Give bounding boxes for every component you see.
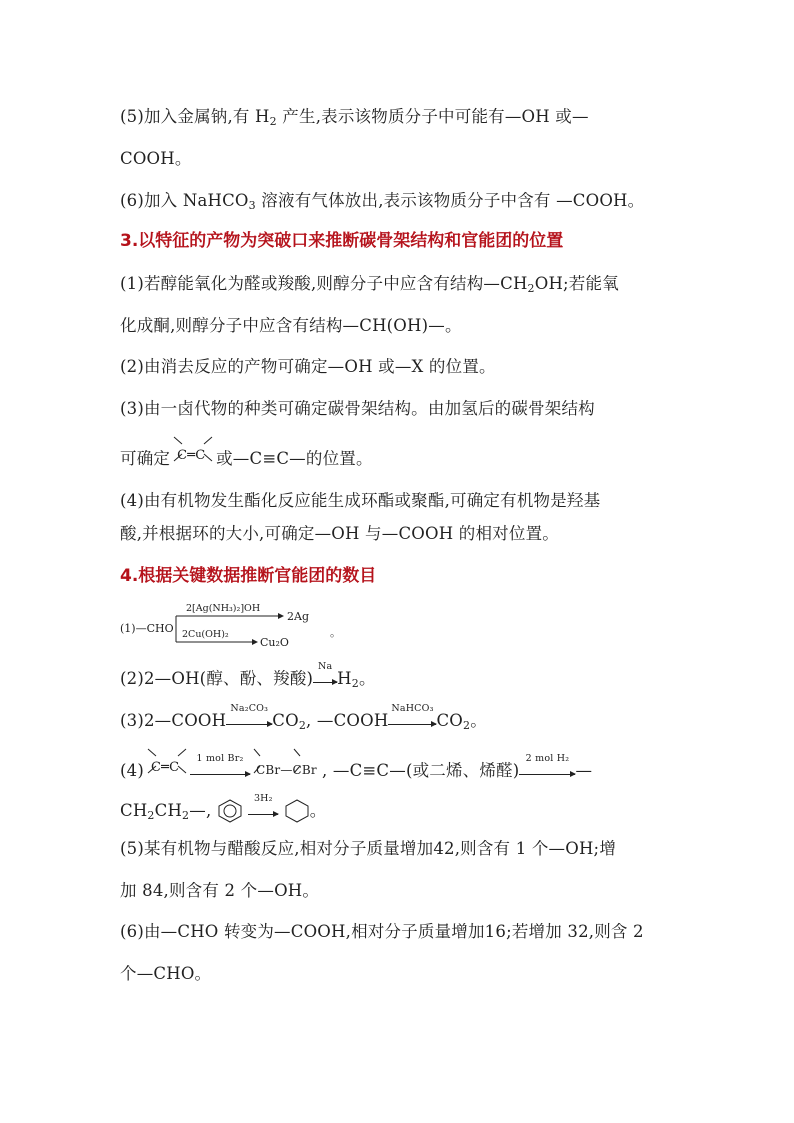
text-line-1-alcohol: (1)若醇能氧化为醛或羧酸,则醇分子中应含有结构$—CH_2OH$;若能氧 [120,274,619,295]
text-line-5-acetic-cont: 加 84,则含有 2 个—OH。 [120,881,320,900]
text-line-2-elimination: (2)由消去反应的产物可确定—OH 或—X 的位置。 [120,357,496,376]
reaction-1-cho: (1)—CHO 2[Ag(NH₃)₂]OH 2Ag 2Cu(OH)₂ Cu₂O 。 [120,604,360,652]
reaction-arrow-icon [248,814,278,815]
section-heading-3: 3.以特征的产物为突破口来推断碳骨架结构和官能团的位置 [120,231,564,251]
reaction-arrow-icon [313,682,337,683]
text-line-3-halide: (3)由一卤代物的种类可确定碳骨架结构。由加氢后的碳骨架结构 [120,399,595,418]
double-bond-structure: C═C [144,761,190,783]
double-bond-structure: C═C [170,449,216,471]
benzene-ring-icon [217,801,243,823]
text-line-5-acetic: (5)某有机物与醋酸反应,相对分子质量增加42,则含有 1 个—OH;增 [120,839,617,858]
section-heading-4: 4.根据关键数据推断官能团的数目 [120,566,377,586]
text-line-4-ester: (4)由有机物发生酯化反应能生成环酯或聚酯,可确定有机物是羟基 [120,491,601,510]
reaction-4-addition: (4) C═C 1 mol Br₂ CBr—CBr , —C≡C—(或二烯、烯醛) 2 mol H₂ — [120,760,592,783]
dibromide-structure: CBr—CBr [250,761,322,783]
reaction-arrow-icon [226,724,272,725]
reaction-arrow-icon [519,774,575,775]
text-line-6-cho: (6)由—CHO 转变为—COOH,相对分子质量增加16;若增加 32,则含 2 [120,922,644,941]
text-line-1-cont: 化成酮,则醇分子中应含有结构—CH(OH)—。 [120,316,462,335]
text-line-6-nahco3: (6)加入 NaHCO$_3$ 溶液有气体放出,表示该物质分子中含有 —COOH。 [120,191,645,212]
text-line-5-sodium: (5)加入金属钠,有 $H_2$ 产生,表示该物质分子中可能有—OH 或— [120,107,589,128]
reaction-4-cont: $CH_2CH_2—$, 3H₂ 。 [120,792,327,822]
text-line-3-cont: 可确定 C═C 或—C≡C—的位置。 [120,448,373,471]
reaction-arrow-icon [388,724,436,725]
reaction-arrow-icon [190,774,250,775]
reaction-3-cooh: (3)2—COOH Na₂CO₃ $CO_2$, —COOH NaHCO₃ $CO_2$。 [120,702,487,732]
cyclohexane-ring-icon [284,801,310,823]
text-line-4-cont: 酸,并根据环的大小,可确定—OH 与—COOH 的相对位置。 [120,524,559,543]
reaction-2-oh: (2)2—OH(醇、酚、羧酸) Na $H_2$。 [120,660,376,690]
text-line-6-cho-cont: 个—CHO。 [120,964,212,983]
text-line-5-cont: COOH。 [120,149,192,168]
